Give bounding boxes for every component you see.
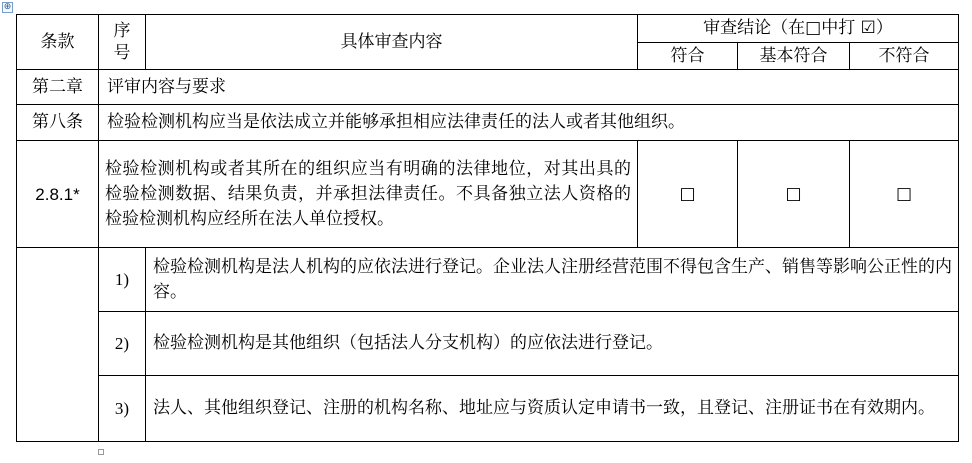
header-not-conform: 不符合 [850,43,959,70]
header-clause: 条款 [17,15,99,70]
article-text: 检验检测机构应当是依法成立并能够承担相应法律责任的法人或者其他组织。 [99,105,959,141]
header-content: 具体审查内容 [146,15,638,70]
table-resize-handle[interactable] [98,449,104,455]
subitem-text: 检验检测机构是其他组织（包括法人分支机构）的应依法进行登记。 [146,312,959,376]
subitem-text: 检验检测机构是法人机构的应依法进行登记。企业法人注册经营范围不得包含生产、销售等影响公正性的内容。 [146,248,959,312]
subitem-row [17,312,959,376]
subitem-number: 1) [99,248,146,312]
header-conclusion: 审查结论（在□中打 ☑） [638,15,959,43]
subitem-number: 3) [99,376,146,442]
subitem-number: 2) [99,312,146,376]
article-label: 第八条 [17,105,99,141]
article-row [17,105,959,141]
header-row [17,15,959,43]
header-basic-conform: 基本符合 [738,43,850,70]
item-label: 2.8.1* [17,141,99,248]
table-move-handle-icon[interactable]: ⊕ [3,2,12,12]
chapter-row [17,70,959,105]
subitem-row [17,376,959,442]
item-text: 检验检测机构或者其所在的组织应当有明确的法律地位，对其出具的检验检测数据、结果负责，并承担法律责任。不具备独立法人资格的检验检测机构应经所在法人单位授权。 [99,141,638,248]
subitem-row [17,248,959,312]
subitem-clause-empty [17,248,99,442]
header-conform: 符合 [638,43,738,70]
chapter-label: 第二章 [17,70,99,105]
subitem-text: 法人、其他组织登记、注册的机构名称、地址应与资质认定申请书一致，且登记、注册证书在有效期内。 [146,376,959,442]
review-table [16,14,959,442]
checkbox-not-conform[interactable]: □ [850,141,959,248]
header-seq-line2: 号 [113,43,131,63]
checkbox-conform[interactable]: □ [638,141,738,248]
header-seq [99,15,146,70]
header-seq-line1: 序 [113,21,131,41]
checkbox-basic-conform[interactable]: □ [738,141,850,248]
item-row [17,141,959,248]
chapter-text: 评审内容与要求 [99,70,959,105]
